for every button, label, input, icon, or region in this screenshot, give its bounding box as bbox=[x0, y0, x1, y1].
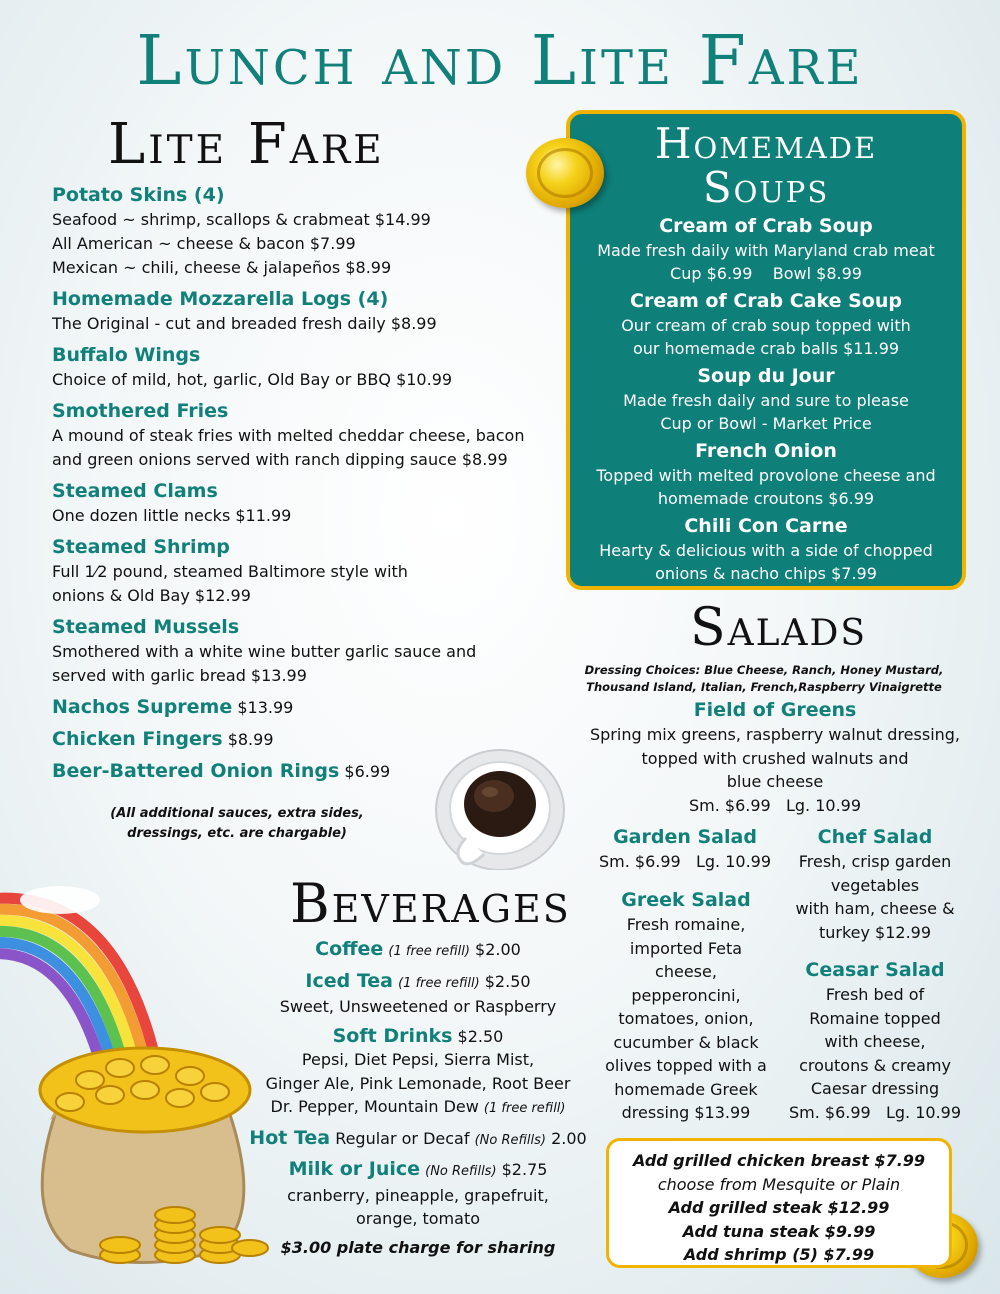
soup-name: Soup du Jour bbox=[697, 365, 835, 387]
salad-item bbox=[785, 958, 965, 1124]
item-name: Nachos Supreme bbox=[52, 696, 233, 718]
item-name: Buffalo Wings bbox=[52, 344, 201, 366]
soup-item bbox=[570, 214, 962, 285]
beverage-desc: Pepsi, Diet Pepsi, Sierra Mist, bbox=[301, 1050, 535, 1069]
soups-heading-line: Homemade bbox=[654, 119, 878, 168]
pot-of-gold-icon bbox=[10, 1010, 280, 1270]
beverage-name: Milk or Juice bbox=[288, 1158, 421, 1180]
beverage-note: (1 free refill) bbox=[388, 944, 470, 959]
lite-fare-heading: Lite Fare bbox=[108, 112, 385, 177]
homemade-soups-panel bbox=[566, 110, 966, 590]
salad-desc: Spring mix greens, raspberry walnut dressing, bbox=[589, 725, 961, 744]
salad-desc: Sm. $6.99 Lg. 10.99 bbox=[788, 1102, 962, 1122]
salad-desc: Sm. $6.99 Lg. 10.99 bbox=[688, 795, 862, 815]
salad-item bbox=[596, 888, 776, 1125]
beverage-note: (No Refills) bbox=[474, 1132, 546, 1148]
menu-item bbox=[52, 342, 552, 392]
beverage-name: Soft Drinks bbox=[332, 1024, 453, 1047]
beverage-desc: Ginger Ale, Pink Lemonade, Root Beer bbox=[265, 1073, 571, 1093]
salad-item bbox=[785, 825, 965, 944]
beverage-desc: cranberry, pineapple, grapefruit, bbox=[287, 1185, 549, 1205]
menu-item bbox=[52, 694, 552, 720]
beverage-desc: orange, tomato bbox=[356, 1209, 480, 1228]
item-desc: onions & Old Bay $12.99 bbox=[52, 586, 251, 605]
gold-coin-icon bbox=[526, 138, 604, 208]
beverage-item bbox=[248, 938, 588, 964]
lite-fare-footnote bbox=[92, 804, 382, 844]
item-name: Steamed Shrimp bbox=[52, 536, 230, 558]
item-desc: Full 1⁄2 pound, steamed Baltimore style with bbox=[52, 562, 408, 581]
salad-desc: homemade Greek bbox=[614, 1079, 758, 1099]
beverage-price: 2.00 bbox=[551, 1128, 587, 1148]
item-desc: and green onions served with ranch dipping sauce $8.99 bbox=[52, 450, 508, 469]
page-title: Lunch and Lite Fare bbox=[136, 22, 864, 101]
salad-desc: dressing $13.99 bbox=[621, 1103, 751, 1122]
soup-desc: Cup or Bowl - Market Price bbox=[660, 414, 872, 433]
beverages-list bbox=[248, 938, 588, 1231]
menu-item bbox=[52, 398, 552, 472]
salad-desc: Caesar dressing bbox=[810, 1079, 940, 1098]
soup-item bbox=[570, 364, 962, 435]
soup-item bbox=[570, 289, 962, 360]
menu-item bbox=[52, 534, 552, 608]
salad-desc: croutons & creamy bbox=[799, 1055, 951, 1075]
salad-desc: Fresh, crisp garden bbox=[798, 852, 952, 871]
item-price: $6.99 bbox=[344, 762, 391, 781]
soup-desc: Made fresh daily and sure to please bbox=[623, 391, 909, 410]
item-desc: All American ~ cheese & bacon $7.99 bbox=[52, 234, 356, 253]
soup-name: Chili Con Carne bbox=[684, 515, 848, 537]
salad-item bbox=[580, 698, 970, 817]
soup-desc: Hearty & delicious with a side of chopped bbox=[599, 541, 933, 560]
item-price: $8.99 bbox=[227, 730, 274, 749]
salad-desc: olives topped with a bbox=[605, 1056, 767, 1075]
salad-desc: with cheese, bbox=[824, 1032, 926, 1051]
addon-line: Add grilled chicken breast $7.99 bbox=[632, 1151, 926, 1170]
beverage-name: Iced Tea bbox=[305, 969, 393, 992]
addon-line: Add tuna steak $9.99 bbox=[682, 1221, 876, 1241]
salad-desc: with ham, cheese & bbox=[795, 899, 955, 918]
salad-desc: cucumber & black bbox=[613, 1032, 759, 1052]
menu-item bbox=[52, 614, 552, 688]
item-name: Potato Skins (4) bbox=[52, 184, 225, 206]
beverage-item bbox=[248, 1025, 588, 1049]
footnote-line: dressings, etc. are chargable) bbox=[127, 826, 347, 841]
item-desc: Choice of mild, hot, garlic, Old Bay or BBQ $10.99 bbox=[52, 370, 453, 389]
beverage-note: (1 free refill) bbox=[483, 1101, 566, 1116]
soups-heading-line: Soups bbox=[702, 163, 830, 212]
salad-name: Chef Salad bbox=[817, 826, 933, 848]
salad-desc: topped with crushed walnuts and bbox=[641, 748, 909, 768]
item-desc: Seafood ~ shrimp, scallops & crabmeat $14.99 bbox=[52, 210, 431, 229]
soup-desc: Cup $6.99 Bowl $8.99 bbox=[670, 264, 862, 283]
beverage-desc: Sweet, Unsweetened or Raspberry bbox=[279, 997, 557, 1016]
soup-desc: our homemade crab balls $11.99 bbox=[632, 339, 900, 358]
item-name: Smothered Fries bbox=[52, 400, 229, 422]
item-name: Beer-Battered Onion Rings bbox=[52, 760, 340, 782]
item-desc: served with garlic bread $13.99 bbox=[52, 666, 307, 685]
salad-desc: turkey $12.99 bbox=[818, 922, 932, 942]
beverage-note: (1 free refill) bbox=[398, 975, 480, 991]
soup-desc: Made fresh daily with Maryland crab meat bbox=[597, 241, 935, 260]
soup-desc: Our cream of crab soup topped with bbox=[621, 316, 911, 335]
item-name: Steamed Clams bbox=[52, 480, 218, 502]
beverages-heading: Beverages bbox=[290, 872, 571, 935]
salad-desc: imported Feta bbox=[629, 938, 743, 958]
beverage-price: $2.00 bbox=[475, 940, 521, 959]
soup-desc: homemade croutons $6.99 bbox=[657, 489, 875, 508]
salad-desc: tomatoes, onion, bbox=[618, 1009, 754, 1028]
salad-desc: Romaine topped bbox=[809, 1008, 941, 1028]
beverage-price: $2.50 bbox=[457, 1026, 504, 1046]
salad-desc: pepperoncini, bbox=[631, 985, 741, 1005]
beverage-item bbox=[248, 1158, 588, 1184]
salad-name: Greek Salad bbox=[621, 889, 751, 911]
soup-name: Cream of Crab Cake Soup bbox=[630, 290, 902, 312]
soups-heading bbox=[570, 119, 962, 212]
beverage-item bbox=[248, 1127, 588, 1153]
menu-item bbox=[52, 286, 552, 336]
soup-item bbox=[570, 514, 962, 585]
salad-desc: Fresh romaine, bbox=[626, 915, 746, 934]
salad-desc: blue cheese bbox=[726, 772, 824, 791]
soup-desc: onions & nacho chips $7.99 bbox=[655, 564, 877, 583]
salad-name: Garden Salad bbox=[613, 826, 757, 848]
item-desc: Smothered with a white wine butter garlic sauce and bbox=[52, 642, 477, 661]
menu-item bbox=[52, 182, 552, 280]
salad-desc: vegetables bbox=[830, 875, 920, 895]
beverage-item bbox=[248, 970, 588, 996]
addon-line: choose from Mesquite or Plain bbox=[657, 1174, 901, 1194]
menu-item bbox=[52, 478, 552, 528]
item-price: $13.99 bbox=[237, 698, 294, 717]
salad-name: Field of Greens bbox=[693, 699, 857, 721]
dressing-line: Thousand Island, Italian, French,Raspberry Vinaigrette bbox=[586, 680, 942, 694]
addon-line: Add shrimp (5) $7.99 bbox=[683, 1245, 875, 1264]
soup-desc: Topped with melted provolone cheese and bbox=[596, 466, 936, 485]
beverage-desc-row bbox=[248, 1095, 588, 1121]
salad-item bbox=[590, 825, 780, 874]
beverage-desc: Dr. Pepper, Mountain Dew bbox=[270, 1097, 479, 1116]
footnote-line: (All additional sauces, extra sides, bbox=[110, 806, 364, 821]
plate-charge-note: $3.00 plate charge for sharing bbox=[280, 1238, 556, 1257]
item-desc: One dozen little necks $11.99 bbox=[52, 506, 292, 525]
coffee-cup-icon bbox=[428, 740, 568, 870]
item-name: Steamed Mussels bbox=[52, 616, 240, 638]
beverage-price: $2.50 bbox=[484, 971, 531, 991]
item-desc: A mound of steak fries with melted cheddar cheese, bacon bbox=[52, 426, 525, 445]
salad-desc: Fresh bed of bbox=[825, 985, 925, 1004]
addon-line: Add grilled steak $12.99 bbox=[668, 1198, 890, 1217]
item-desc: The Original - cut and breaded fresh daily $8.99 bbox=[52, 314, 437, 333]
dressing-line: Dressing Choices: Blue Cheese, Ranch, Honey Mustard, bbox=[584, 663, 944, 677]
beverage-name: Hot Tea bbox=[249, 1126, 331, 1149]
salad-desc: cheese, bbox=[655, 962, 717, 981]
item-name: Chicken Fingers bbox=[52, 728, 223, 750]
salads-heading: Salads bbox=[690, 598, 868, 658]
item-name: Homemade Mozzarella Logs (4) bbox=[52, 288, 389, 310]
salad-addons-box bbox=[606, 1138, 952, 1268]
dressing-choices bbox=[584, 662, 944, 696]
salad-name: Ceasar Salad bbox=[805, 959, 945, 981]
beverage-desc: Regular or Decaf bbox=[335, 1128, 470, 1148]
soup-item bbox=[570, 439, 962, 510]
item-desc: Mexican ~ chili, cheese & jalapeños $8.99 bbox=[52, 258, 392, 277]
soup-name: Cream of Crab Soup bbox=[659, 215, 873, 237]
salad-desc: Sm. $6.99 Lg. 10.99 bbox=[598, 852, 772, 871]
beverage-price: $2.75 bbox=[501, 1160, 548, 1179]
beverage-note: (No Refills) bbox=[425, 1164, 497, 1179]
lite-fare-list bbox=[52, 182, 552, 790]
soup-name: French Onion bbox=[695, 440, 837, 462]
beverage-name: Coffee bbox=[315, 938, 384, 960]
